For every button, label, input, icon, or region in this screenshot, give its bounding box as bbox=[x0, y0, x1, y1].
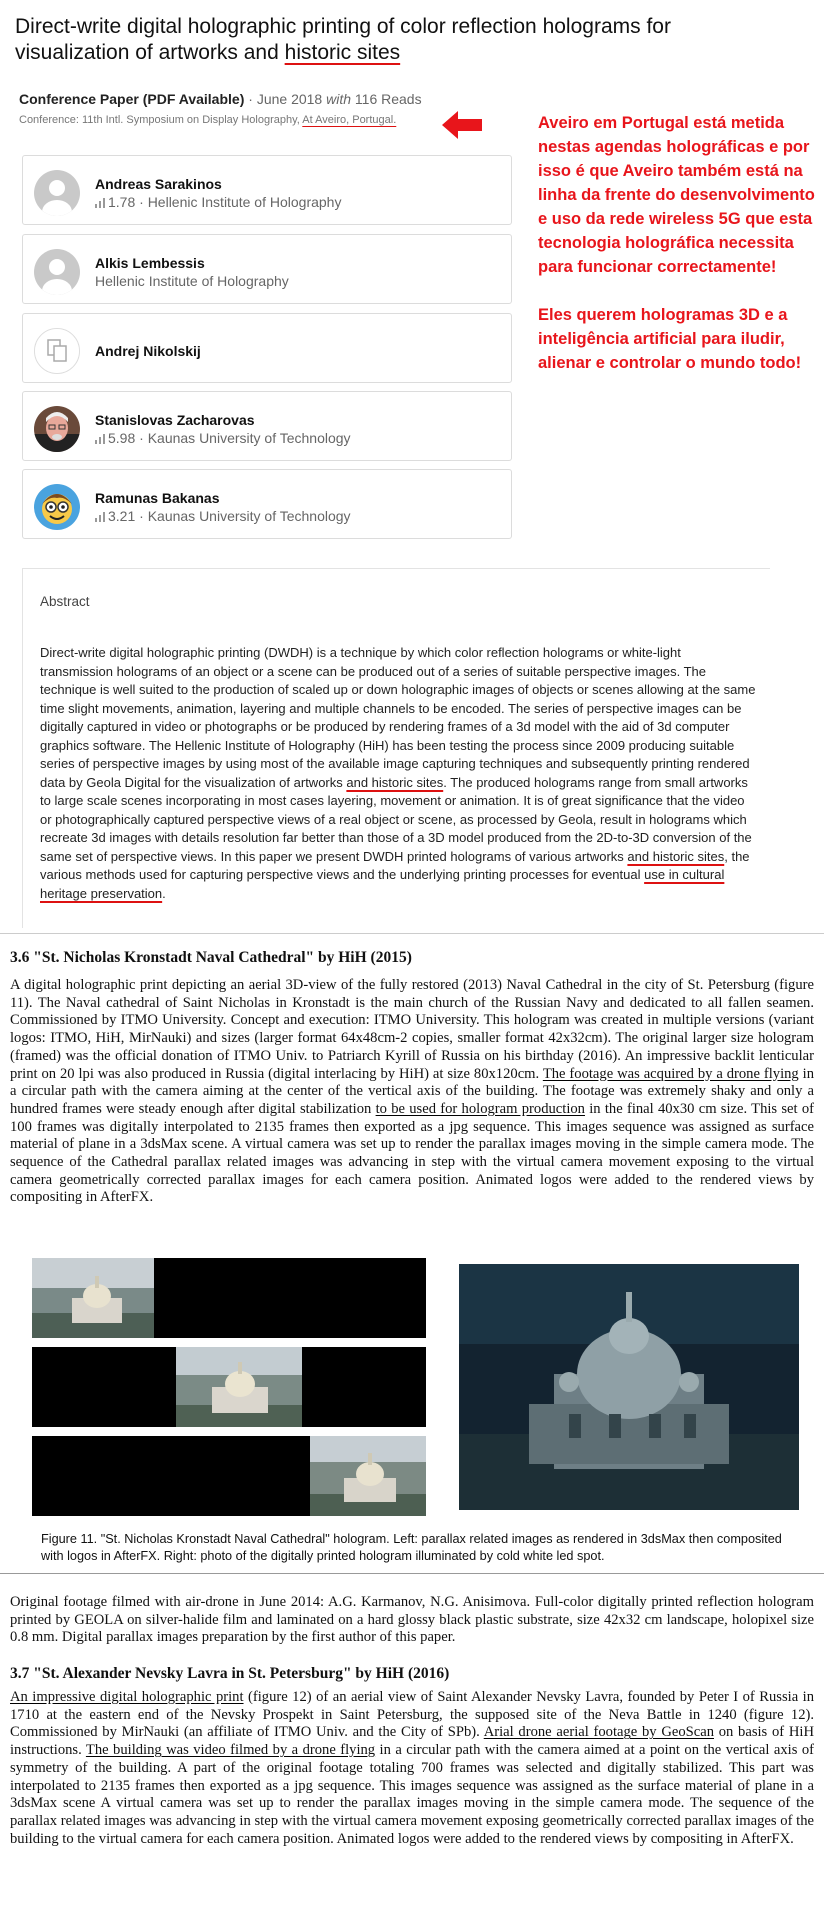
author-institution: · Kaunas University of Technology bbox=[139, 508, 351, 524]
abstract-highlight: and historic sites bbox=[627, 848, 725, 864]
with-label: with bbox=[326, 91, 352, 107]
author-score: 1.78 bbox=[108, 194, 136, 210]
abstract-segment: . The produced holograms range from small artworks to large scale scenes incorporating in most cases layering, movement or animation. It is of great significance that the video or photographically captured perspective views of a real object or scene, as processed by Geola, result in holograms which recreate 3d images with details resolution far better than those of a 3D model produced from the 2D-to-3D conversion of the same set of perspective views. In this paper we present DWDH printed holograms of various artworks bbox=[40, 774, 752, 864]
document-icon bbox=[34, 328, 80, 374]
body-segment: A digital holographic print depicting an aerial 3D-view of the fully restored (2013) Naval Cathedral in the city of St. Petersburg (figure 11). The Naval cathedral of Saint Nicholas in Kronstadt is the main church of the Russian Navy and dedicated to all fallen seamen. Commissioned by ITMO University. Concept and execution: ITMO University. This hologram was created in multiple versions (variant logos: ITMO, HiH, MirNauki) and sizes (larger format 64x48cm-2 copies, smaller format 42x32cm). The original larger size hologram (framed) was the official donation of ITMO Univ. to Patriarch Kyrill of Russia on his birthday (2016). An impressive backlit lenticular print on 20 lpi was also produced in Russia (digital interlacing by HiH) at size 80x120cm. bbox=[10, 977, 814, 1082]
body-highlight: An impressive digital holographic print bbox=[10, 1689, 244, 1705]
author-card[interactable] bbox=[22, 155, 512, 225]
body-segment: in the final 40x30 cm size. This set of 100 frames was digitally interpolated to 2135 frames then exported as a jpg sequence. This images sequence was assigned as surface material of plane in a 3dsMax scene. A virtual camera was set up to render the parallax images moving in the simple camera mode. The sequence of the Cathedral parallax related images was advancing in step with the virtual camera movement exposing to the virtual camera geometrically corrected parallax images for each camera position. Animated logos were added to the rendered views by compositing in AfterFX. bbox=[10, 1100, 814, 1206]
section-heading: 3.6 "St. Nicholas Kronstadt Naval Cathedral" by HiH (2015) bbox=[10, 949, 412, 966]
author-affiliation bbox=[95, 430, 351, 446]
footage-note: Original footage filmed with air-drone in June 2014: A.G. Karmanov, N.G. Anisimova. Full-color digitally printed reflection hologram printed by GEOLA on silver-halide film and laminated on a hard glossy black plastic substrate, size 42x32 cm landscape, holopixel size 0.8 mm. Digital parallax images preparation by the first author of this paper. bbox=[10, 1594, 814, 1646]
conference-place[interactable]: At Aveiro, Portugal. bbox=[302, 114, 397, 126]
author-affiliation: Hellenic Institute of Holography bbox=[95, 273, 289, 289]
author-card[interactable] bbox=[22, 469, 512, 539]
author-name[interactable]: Andreas Sarakinos bbox=[95, 176, 222, 192]
paper-title-highlight: historic sites bbox=[284, 41, 401, 64]
body-segment: in a circular path with the camera aiming at the center of the vertical axis of the building. The footage was extremely shaky and only a hundred frames were steady enough after digital stabilization bbox=[10, 1065, 814, 1117]
divider bbox=[0, 1573, 824, 1574]
avatar-placeholder-icon bbox=[34, 249, 80, 295]
body-highlight: Arial drone aerial footage by GeoScan bbox=[483, 1724, 714, 1741]
score-bars-icon bbox=[95, 512, 105, 522]
parallax-frame-image bbox=[32, 1436, 426, 1516]
abstract-heading: Abstract bbox=[40, 594, 90, 609]
abstract-highlight: and historic sites bbox=[346, 774, 444, 790]
author-photo bbox=[34, 406, 80, 452]
author-institution: · Hellenic Institute of Holography bbox=[139, 194, 342, 210]
author-card[interactable] bbox=[22, 313, 512, 383]
author-name[interactable]: Andrej Nikolskij bbox=[95, 343, 201, 359]
red-arrow-icon bbox=[442, 111, 482, 139]
annotation-paragraph-1: Aveiro em Portugal está metida nestas agendas holográficas e por isso é que Aveiro também está na linha da frente do desenvolvimento e uso da rede wireless 5G que esta tecnologia holográfica necessita para funcionar correctamente! bbox=[538, 114, 815, 276]
abstract-text bbox=[40, 644, 756, 903]
author-cartoon-avatar bbox=[34, 484, 80, 530]
author-affiliation bbox=[95, 508, 351, 524]
body-highlight: The building was video filmed by a drone flying bbox=[85, 1742, 376, 1759]
section-body bbox=[10, 977, 814, 1207]
conference-line bbox=[19, 114, 396, 126]
abstract-segment: . bbox=[162, 885, 166, 901]
section-heading: 3.7 "St. Alexander Nevsky Lavra in St. Petersburg" by HiH (2016) bbox=[10, 1665, 450, 1682]
reads-count: 116 Reads bbox=[354, 91, 422, 107]
author-score: 5.98 bbox=[108, 430, 136, 446]
figure-caption: Figure 11. "St. Nicholas Kronstadt Naval Cathedral" hologram. Left: parallax related images as rendered in 3dsMax then composited with logos in AfterFX. Right: photo of the digitally printed hologram illuminated by cold white led spot. bbox=[41, 1532, 782, 1563]
paper-meta bbox=[19, 91, 422, 107]
author-name[interactable]: Ramunas Bakanas bbox=[95, 490, 220, 506]
paper-title bbox=[15, 14, 695, 66]
paper-type-link[interactable]: Conference Paper (PDF Available) bbox=[19, 91, 245, 107]
parallax-frame-image bbox=[32, 1258, 426, 1338]
author-name[interactable]: Stanislovas Zacharovas bbox=[95, 412, 255, 428]
section-body bbox=[10, 1689, 814, 1848]
body-segment: in a circular path with the camera aimed at a point on the vertical axis of symmetry of the building. A part of the original footage totaling 700 frames was selected and digitally stabilized. This part was interpolated to 2135 frames then exported as a jpg sequence. This images sequence was assigned as the surface material of plane in a 3dsMax scene A virtual camera was set up to render the parallax images moving in the simple camera mode. The sequence of the parallax related images was advancing in step with the virtual camera movement exposing geometrically corrected parallax images of the building to the virtual camera for each camera position. Animated logos were added to the rendered views by compositing in AfterFX. bbox=[10, 1742, 814, 1847]
hologram-photo bbox=[459, 1264, 799, 1510]
body-segment: on basis of HiH instructions. bbox=[10, 1724, 814, 1759]
abstract-highlight: use in cultural heritage preservation bbox=[40, 867, 725, 901]
author-score: 3.21 bbox=[108, 508, 136, 524]
paper-title-text: Direct-write digital holographic printing of color reflection holograms for visualization of artworks and bbox=[15, 15, 671, 64]
author-affiliation bbox=[95, 194, 341, 210]
abstract-segment: Direct-write digital holographic printing (DWDH) is a technique by which color reflection holograms or white-light transmission holograms of an object or a scene can be produced out of a series of suitable perspective images. The technique is well suited to the production of scaled up or down holographic images of objects or scenes allowing at the same time slight movements, animation, layering and multiple channels to be encoded. The series of perspective images can be digitally captured in video or photographs or be produced by rendering frames of a 3d model with the aid of 3d computer graphics software. The Hellenic Institute of Holography (HiH) has been testing the process since 2009 producing suitable series of perspective images by using most of the available image capturing techniques and subsequently printing rendered data by Geola Digital for the visualization of artworks bbox=[40, 645, 756, 790]
parallax-frame-image bbox=[32, 1347, 426, 1427]
body-highlight: to be used for hologram production bbox=[375, 1100, 585, 1117]
score-bars-icon bbox=[95, 434, 105, 444]
annotation-paragraph-2: Eles querem hologramas 3D e a inteligência artificial para iludir, alienar e controlar o mundo todo! bbox=[538, 306, 802, 372]
author-institution: · Kaunas University of Technology bbox=[139, 430, 351, 446]
annotation-note bbox=[538, 111, 818, 399]
body-highlight: The footage was acquired by a drone flying bbox=[542, 1065, 799, 1082]
abstract-segment: , the various methods used for capturing perspective views and the underlying printing processes for eventual bbox=[40, 848, 750, 882]
paper-date: · June 2018 bbox=[248, 91, 323, 107]
author-card[interactable] bbox=[22, 234, 512, 304]
author-card[interactable] bbox=[22, 391, 512, 461]
divider bbox=[0, 933, 824, 934]
avatar-placeholder-icon bbox=[34, 170, 80, 216]
score-bars-icon bbox=[95, 198, 105, 208]
body-segment: (figure 12) of an aerial view of Saint Alexander Nevsky Lavra, founded by Peter I of Russia in 1710 at the eastern end of the Nevsky Prospekt in Saint Petersburg, the supposed site of the Neva Battle in 1240 (figure 12). Commissioned by MirNauki (an affiliate of ITMO Univ. and the City of SPb). bbox=[10, 1689, 814, 1741]
conference-name: Conference: 11th Intl. Symposium on Display Holography, bbox=[19, 114, 303, 126]
author-name[interactable]: Alkis Lembessis bbox=[95, 255, 205, 271]
